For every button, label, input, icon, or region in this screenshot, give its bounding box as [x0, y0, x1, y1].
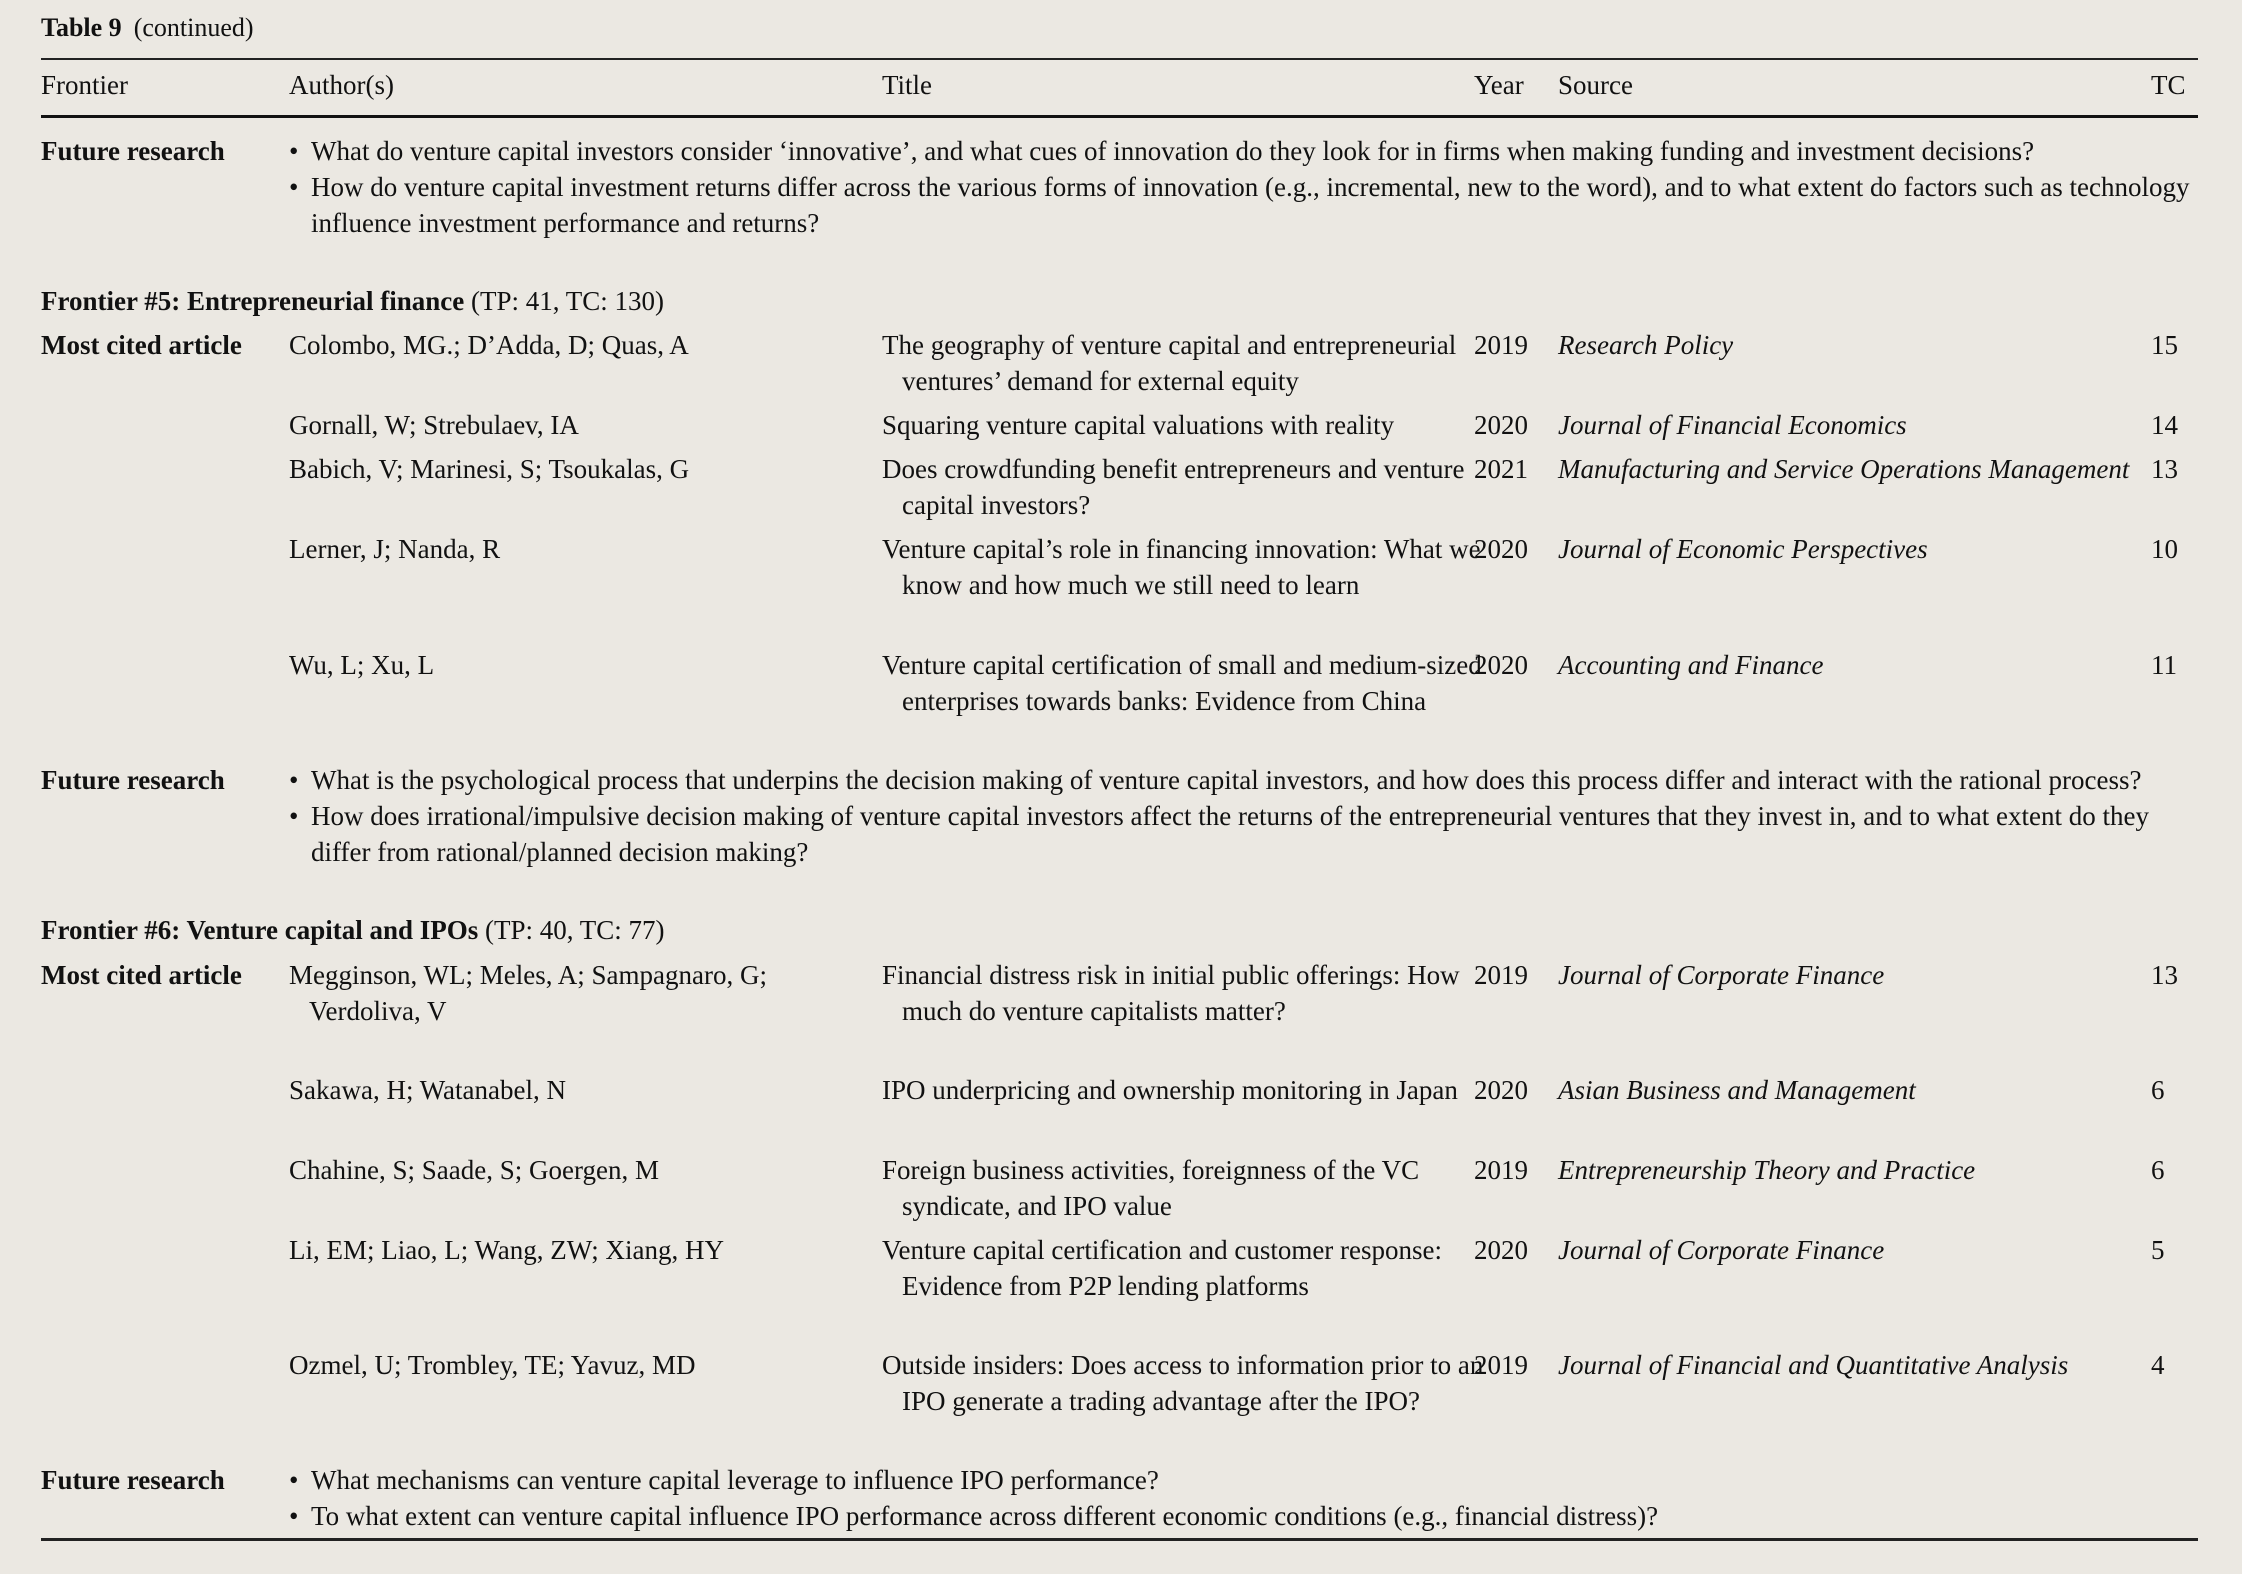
tc-cell: 13 — [2151, 454, 2178, 484]
year-cell: 2019 — [1474, 960, 1528, 990]
source-cell: Manufacturing and Service Operations Management — [1558, 454, 2130, 484]
most-cited-label: Most cited article — [41, 330, 242, 360]
future-research-list — [289, 133, 2194, 241]
authors-cell: Li, EM; Liao, L; Wang, ZW; Xiang, HY — [289, 1235, 724, 1265]
bullet-icon: • — [289, 1501, 299, 1531]
header-rule — [41, 115, 2198, 118]
future-research-item: • What is the psychological process that underpins the decision making of venture capital investors, and how does this process differ and interact with the rational process? — [289, 762, 2194, 798]
year-cell: 2021 — [1474, 454, 1528, 484]
year-cell: 2019 — [1474, 1155, 1528, 1185]
tc-cell: 15 — [2151, 330, 2178, 360]
title-cell: Financial distress risk in initial public offerings: How much do venture capitalists matter? — [882, 960, 1460, 1026]
bullet-icon: • — [289, 765, 299, 795]
future-research-item: • What do venture capital investors consider ‘innovative’, and what cues of innovation do they look for in firms when making funding and investment decisions? — [289, 133, 2194, 169]
authors-cell: Chahine, S; Saade, S; Goergen, M — [289, 1155, 659, 1185]
year-cell: 2019 — [1474, 1350, 1528, 1380]
future-research-item: • To what extent can venture capital influence IPO performance across different economic conditions (e.g., financial distress)? — [289, 1498, 2194, 1534]
year-cell: 2020 — [1474, 650, 1528, 680]
col-header-source: Source — [1558, 70, 1633, 100]
authors-cell: Babich, V; Marinesi, S; Tsoukalas, G — [289, 454, 690, 484]
tc-cell: 6 — [2151, 1075, 2165, 1105]
year-cell: 2020 — [1474, 1235, 1528, 1265]
title-cell: Venture capital certification of small and medium-sized enterprises towards banks: Evidence from China — [882, 650, 1482, 716]
bottom-rule — [41, 1538, 2198, 1541]
most-cited-label: Most cited article — [41, 960, 242, 990]
title-cell: Venture capital certification and customer response: Evidence from P2P lending platforms — [882, 1235, 1443, 1301]
authors-cell: Sakawa, H; Watanabel, N — [289, 1075, 566, 1105]
authors-cell: Lerner, J; Nanda, R — [289, 534, 501, 564]
col-header-title: Title — [882, 70, 933, 100]
title-cell: IPO underpricing and ownership monitoring in Japan — [882, 1075, 1458, 1105]
source-cell: Research Policy — [1558, 330, 1734, 360]
source-cell: Entrepreneurship Theory and Practice — [1558, 1155, 1976, 1185]
year-cell: 2019 — [1474, 330, 1528, 360]
future-research-label: Future research — [41, 1465, 225, 1495]
year-cell: 2020 — [1474, 410, 1528, 440]
col-header-year: Year — [1474, 70, 1524, 100]
tc-cell: 4 — [2151, 1350, 2165, 1380]
top-rule — [41, 58, 2198, 60]
authors-cell: Wu, L; Xu, L — [289, 650, 435, 680]
source-cell: Journal of Financial Economics — [1558, 410, 1907, 440]
title-cell: The geography of venture capital and entrepreneurial ventures’ demand for external equity — [882, 330, 1457, 396]
authors-cell: Colombo, MG.; D’Adda, D; Quas, A — [289, 330, 689, 360]
authors-cell: Megginson, WL; Meles, A; Sampagnaro, G; Verdoliva, V — [289, 960, 767, 1026]
authors-cell: Ozmel, U; Trombley, TE; Yavuz, MD — [289, 1350, 696, 1380]
col-header-frontier: Frontier — [41, 70, 128, 100]
source-cell: Journal of Corporate Finance — [1558, 960, 1885, 990]
year-cell: 2020 — [1474, 1075, 1528, 1105]
future-research-label: Future research — [41, 136, 225, 166]
col-header-authors: Author(s) — [289, 70, 394, 100]
bullet-icon: • — [289, 136, 299, 166]
title-cell: Outside insiders: Does access to information prior to an IPO generate a trading advantage after the IPO? — [882, 1350, 1484, 1416]
bullet-icon: • — [289, 801, 299, 831]
source-cell: Journal of Financial and Quantitative Analysis — [1558, 1350, 2069, 1380]
bullet-icon: • — [289, 1465, 299, 1495]
table-label: Table 9 — [41, 13, 122, 42]
authors-cell: Gornall, W; Strebulaev, IA — [289, 410, 579, 440]
frontier-5-name: Frontier #5: Entrepreneurial finance — [41, 286, 465, 316]
future-research-item: • How does irrational/impulsive decision making of venture capital investors affect the returns of the entrepreneurial ventures that they invest in, and to what extent do they differ from rational/planned decision making? — [289, 798, 2194, 870]
year-cell: 2020 — [1474, 534, 1528, 564]
future-research-item: • How do venture capital investment returns differ across the various forms of innovation (e.g., incremental, new to the word), and to what extent do factors such as technology influence investment performance and returns? — [289, 169, 2194, 241]
future-research-list — [289, 1462, 2194, 1534]
frontier-6-heading — [41, 912, 665, 948]
tc-cell: 14 — [2151, 410, 2178, 440]
table-caption-suffix: (continued) — [133, 13, 254, 42]
tc-cell: 13 — [2151, 960, 2178, 990]
source-cell: Journal of Corporate Finance — [1558, 1235, 1885, 1265]
future-research-label: Future research — [41, 765, 225, 795]
col-header-tc: TC — [2151, 70, 2186, 100]
frontier-5-stats: (TP: 41, TC: 130) — [470, 286, 664, 316]
bullet-icon: • — [289, 172, 299, 202]
source-cell: Journal of Economic Perspectives — [1558, 534, 1928, 564]
frontier-6-stats: (TP: 40, TC: 77) — [485, 915, 665, 945]
tc-cell: 10 — [2151, 534, 2178, 564]
future-research-item: • What mechanisms can venture capital leverage to influence IPO performance? — [289, 1462, 2194, 1498]
frontier-6-name: Frontier #6: Venture capital and IPOs — [41, 915, 479, 945]
future-research-list — [289, 762, 2194, 870]
table-caption — [41, 10, 254, 46]
source-cell: Asian Business and Management — [1558, 1075, 1916, 1105]
title-cell: Venture capital’s role in financing innovation: What we know and how much we still need to learn — [882, 534, 1481, 600]
source-cell: Accounting and Finance — [1558, 650, 1824, 680]
frontier-5-heading — [41, 283, 664, 319]
tc-cell: 11 — [2151, 650, 2177, 680]
title-cell: Foreign business activities, foreignness of the VC syndicate, and IPO value — [882, 1155, 1420, 1221]
tc-cell: 5 — [2151, 1235, 2165, 1265]
title-cell: Does crowdfunding benefit entrepreneurs and venture capital investors? — [882, 454, 1465, 520]
tc-cell: 6 — [2151, 1155, 2165, 1185]
title-cell: Squaring venture capital valuations with reality — [882, 410, 1395, 440]
